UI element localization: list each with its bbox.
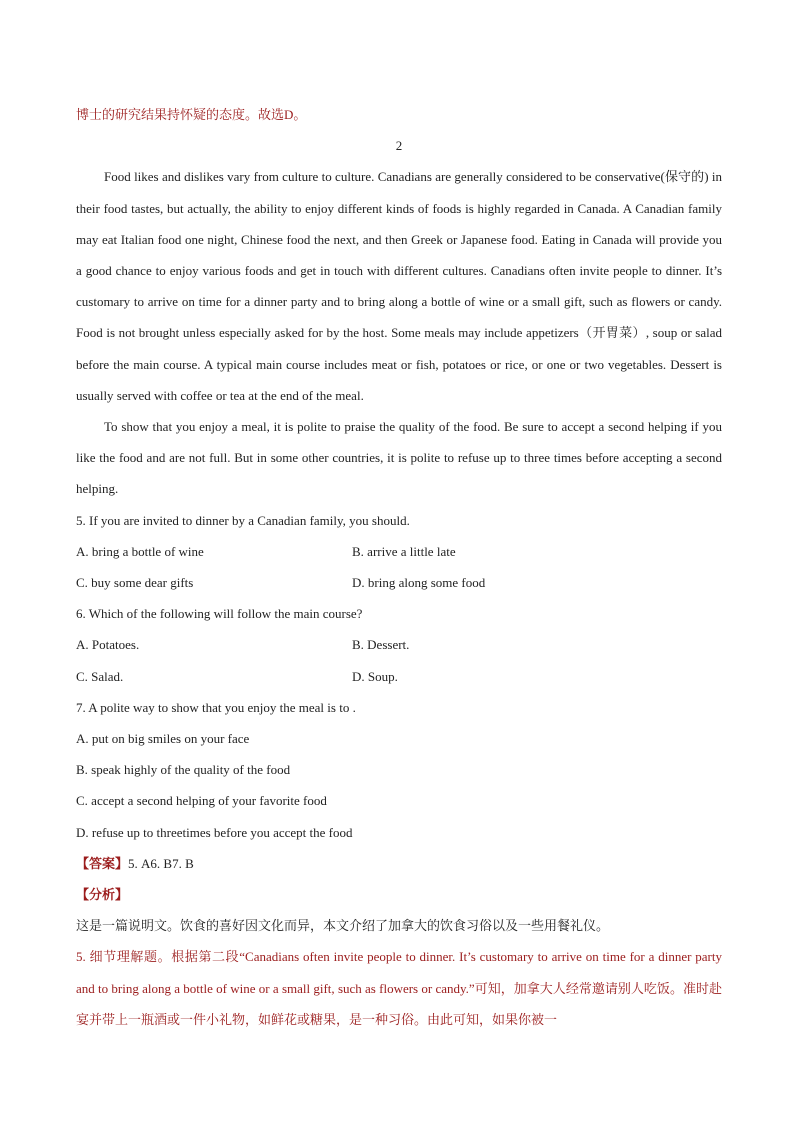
question-6-stem: 6. Which of the following will follow the main course?	[76, 606, 363, 622]
answer-label: 【答案】	[76, 855, 129, 871]
question-7-option-b: B. speak highly of the quality of the food	[76, 762, 291, 778]
question-5-option-d: D. bring along some food	[352, 575, 486, 591]
analysis-summary: 这是一篇说明文。饮食的喜好因文化而异，本文介绍了加拿大的饮食习俗以及一些用餐礼仪。	[76, 918, 610, 934]
passage-paragraph-1: Food likes and dislikes vary from culture to culture. Canadians are generally considered to be conservative(保守的) in their food tastes, but actually, the ability to enjoy different kinds of foods is highly regarded in Canada. A Canadian family may eat Italian food one night, Chinese food the next, and then Greek or Japanese food. Eating in Canada will provide you a good chance to enjoy various foods and get in touch with different cultures. Canadians often invite people to dinner. It’s customary to arrive on time for a dinner party and to bring along a bottle of wine or a small gift, such as flowers or candy. Food is not brought unless especially asked for by the host. Some meals may include appetizers（开胃菜）, soup or salad before the main course. A typical main course includes meat or fish, potatoes or rice, or one or two vegetables. Dessert is usually served with coffee or tea at the end of the meal.	[76, 169, 722, 403]
previous-explanation-tail: 博士的研究结果持怀疑的态度。故选D。	[76, 107, 307, 122]
question-6-options-row-2	[76, 661, 722, 692]
question-7-stem: 7. A polite way to show that you enjoy the meal is to .	[76, 699, 356, 715]
question-7-option-d: D. refuse up to threetimes before you accept the food	[76, 824, 353, 840]
question-6-option-b: B. Dessert.	[352, 637, 410, 653]
document-content	[76, 99, 722, 1035]
question-7-option-c: C. accept a second helping of your favorite food	[76, 793, 327, 809]
question-7-option-a: A. put on big smiles on your face	[76, 731, 250, 747]
question-5-stem: 5. If you are invited to dinner by a Canadian family, you should.	[76, 512, 410, 528]
question-5-option-c: C. buy some dear gifts	[76, 575, 194, 591]
analysis-line	[76, 879, 722, 910]
question-6-option-d: D. Soup.	[352, 668, 398, 684]
answer-text: 5. A6. B7. B	[128, 855, 194, 871]
question-6-options-row-1	[76, 629, 722, 660]
passage-number: 2	[395, 138, 403, 154]
analysis-label: 【分析】	[76, 887, 129, 903]
question-5-option-a: A. bring a bottle of wine	[76, 543, 204, 559]
analysis-question-5: 5. 细节理解题。根据第二段“Canadians often invite people to dinner. It’s customary to arrive on time for a dinner party and to bring along a bottle of wine or a small gift, such as flowers or candy.”可知，加拿大人经常邀请别人吃饭。准时赴宴并带上一瓶酒或一件小礼物，如鲜花或糖果，是一种习俗。由此可知，如果你被一	[76, 949, 722, 1027]
question-6-option-a: A. Potatoes.	[76, 637, 140, 653]
question-5-options-row-2	[76, 567, 722, 598]
passage-paragraph-2: To show that you enjoy a meal, it is polite to praise the quality of the food. Be sure to accept a second helping if you like the food and are not full. But in some other countries, it is polite to refuse up to three times before accepting a second helping.	[76, 419, 722, 497]
answer-line	[76, 848, 722, 879]
question-5-option-b: B. arrive a little late	[352, 543, 456, 559]
question-6-option-c: C. Salad.	[76, 668, 124, 684]
question-5-options-row-1	[76, 536, 722, 567]
